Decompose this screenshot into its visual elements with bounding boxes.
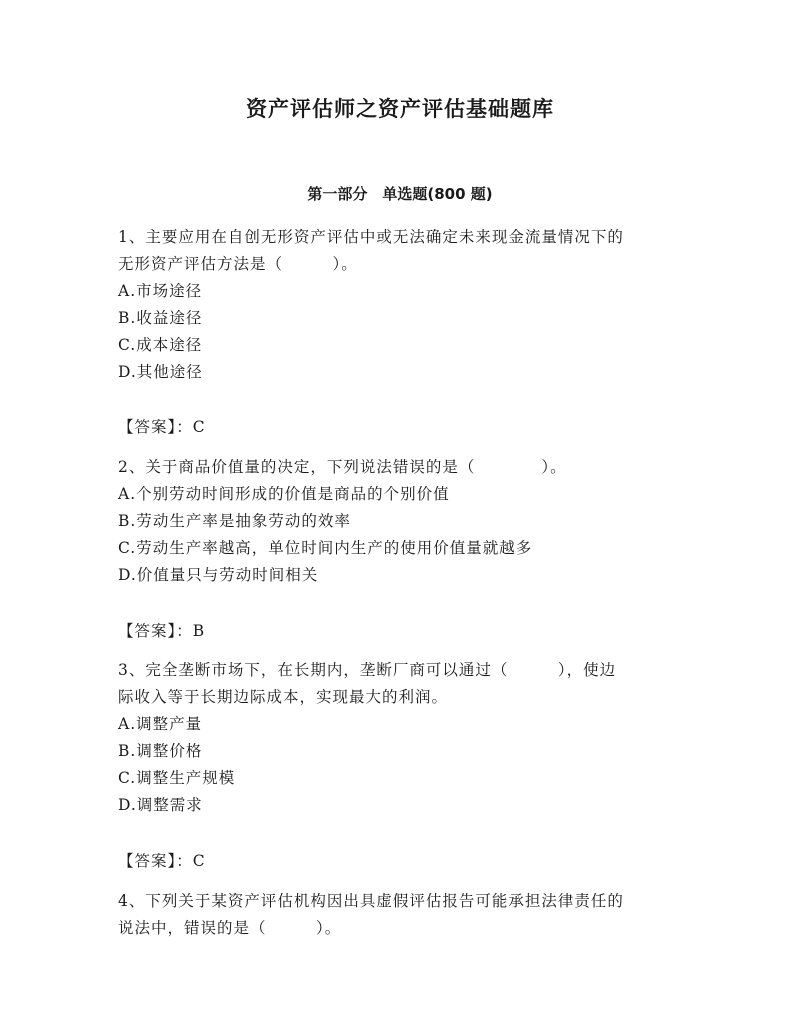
question-1-stem-line-1: 1、主要应用在自创无形资产评估中或无法确定未来现金流量情况下的 — [118, 228, 624, 246]
question-1-option-a: A.市场途径 — [118, 282, 203, 300]
question-2-option-c: C.劳动生产率越高，单位时间内生产的使用价值量就越多 — [118, 539, 533, 557]
question-2-option-a: A.个别劳动时间形成的价值是商品的个别价值 — [118, 485, 450, 503]
document-title: 资产评估师之资产评估基础题库 — [246, 97, 554, 121]
question-3-option-a: A.调整产量 — [118, 715, 203, 733]
question-3-option-d: D.调整需求 — [118, 796, 203, 814]
question-2-option-b: B.劳动生产率是抽象劳动的效率 — [118, 512, 351, 530]
question-1-option-b: B.收益途径 — [118, 309, 203, 327]
question-3-option-b: B.调整价格 — [118, 742, 203, 760]
question-1-option-c: C.成本途径 — [118, 336, 203, 354]
question-2-stem-line-1: 2、关于商品价值量的决定，下列说法错误的是（ ）。 — [118, 458, 567, 476]
question-1-answer: 【答案】：C — [118, 418, 206, 436]
question-3-option-c: C.调整生产规模 — [118, 769, 236, 787]
question-1-stem-line-2: 无形资产评估方法是（ ）。 — [118, 255, 358, 273]
section-title: 第一部分 单选题(800 题) — [307, 185, 493, 203]
question-3-stem-line-2: 际收入等于长期边际成本，实现最大的利润。 — [118, 688, 449, 706]
question-2-answer: 【答案】：B — [118, 622, 206, 640]
question-3-stem-line-1: 3、完全垄断市场下，在长期内，垄断厂商可以通过（ ），使边 — [118, 661, 617, 679]
question-3-answer: 【答案】：C — [118, 852, 206, 870]
question-4-stem-line-2: 说法中，错误的是（ ）。 — [118, 919, 342, 937]
question-2-option-d: D.价值量只与劳动时间相关 — [118, 566, 319, 584]
question-1-option-d: D.其他途径 — [118, 363, 203, 381]
question-4-stem-line-1: 4、下列关于某资产评估机构因出具虚假评估报告可能承担法律责任的 — [118, 892, 624, 910]
